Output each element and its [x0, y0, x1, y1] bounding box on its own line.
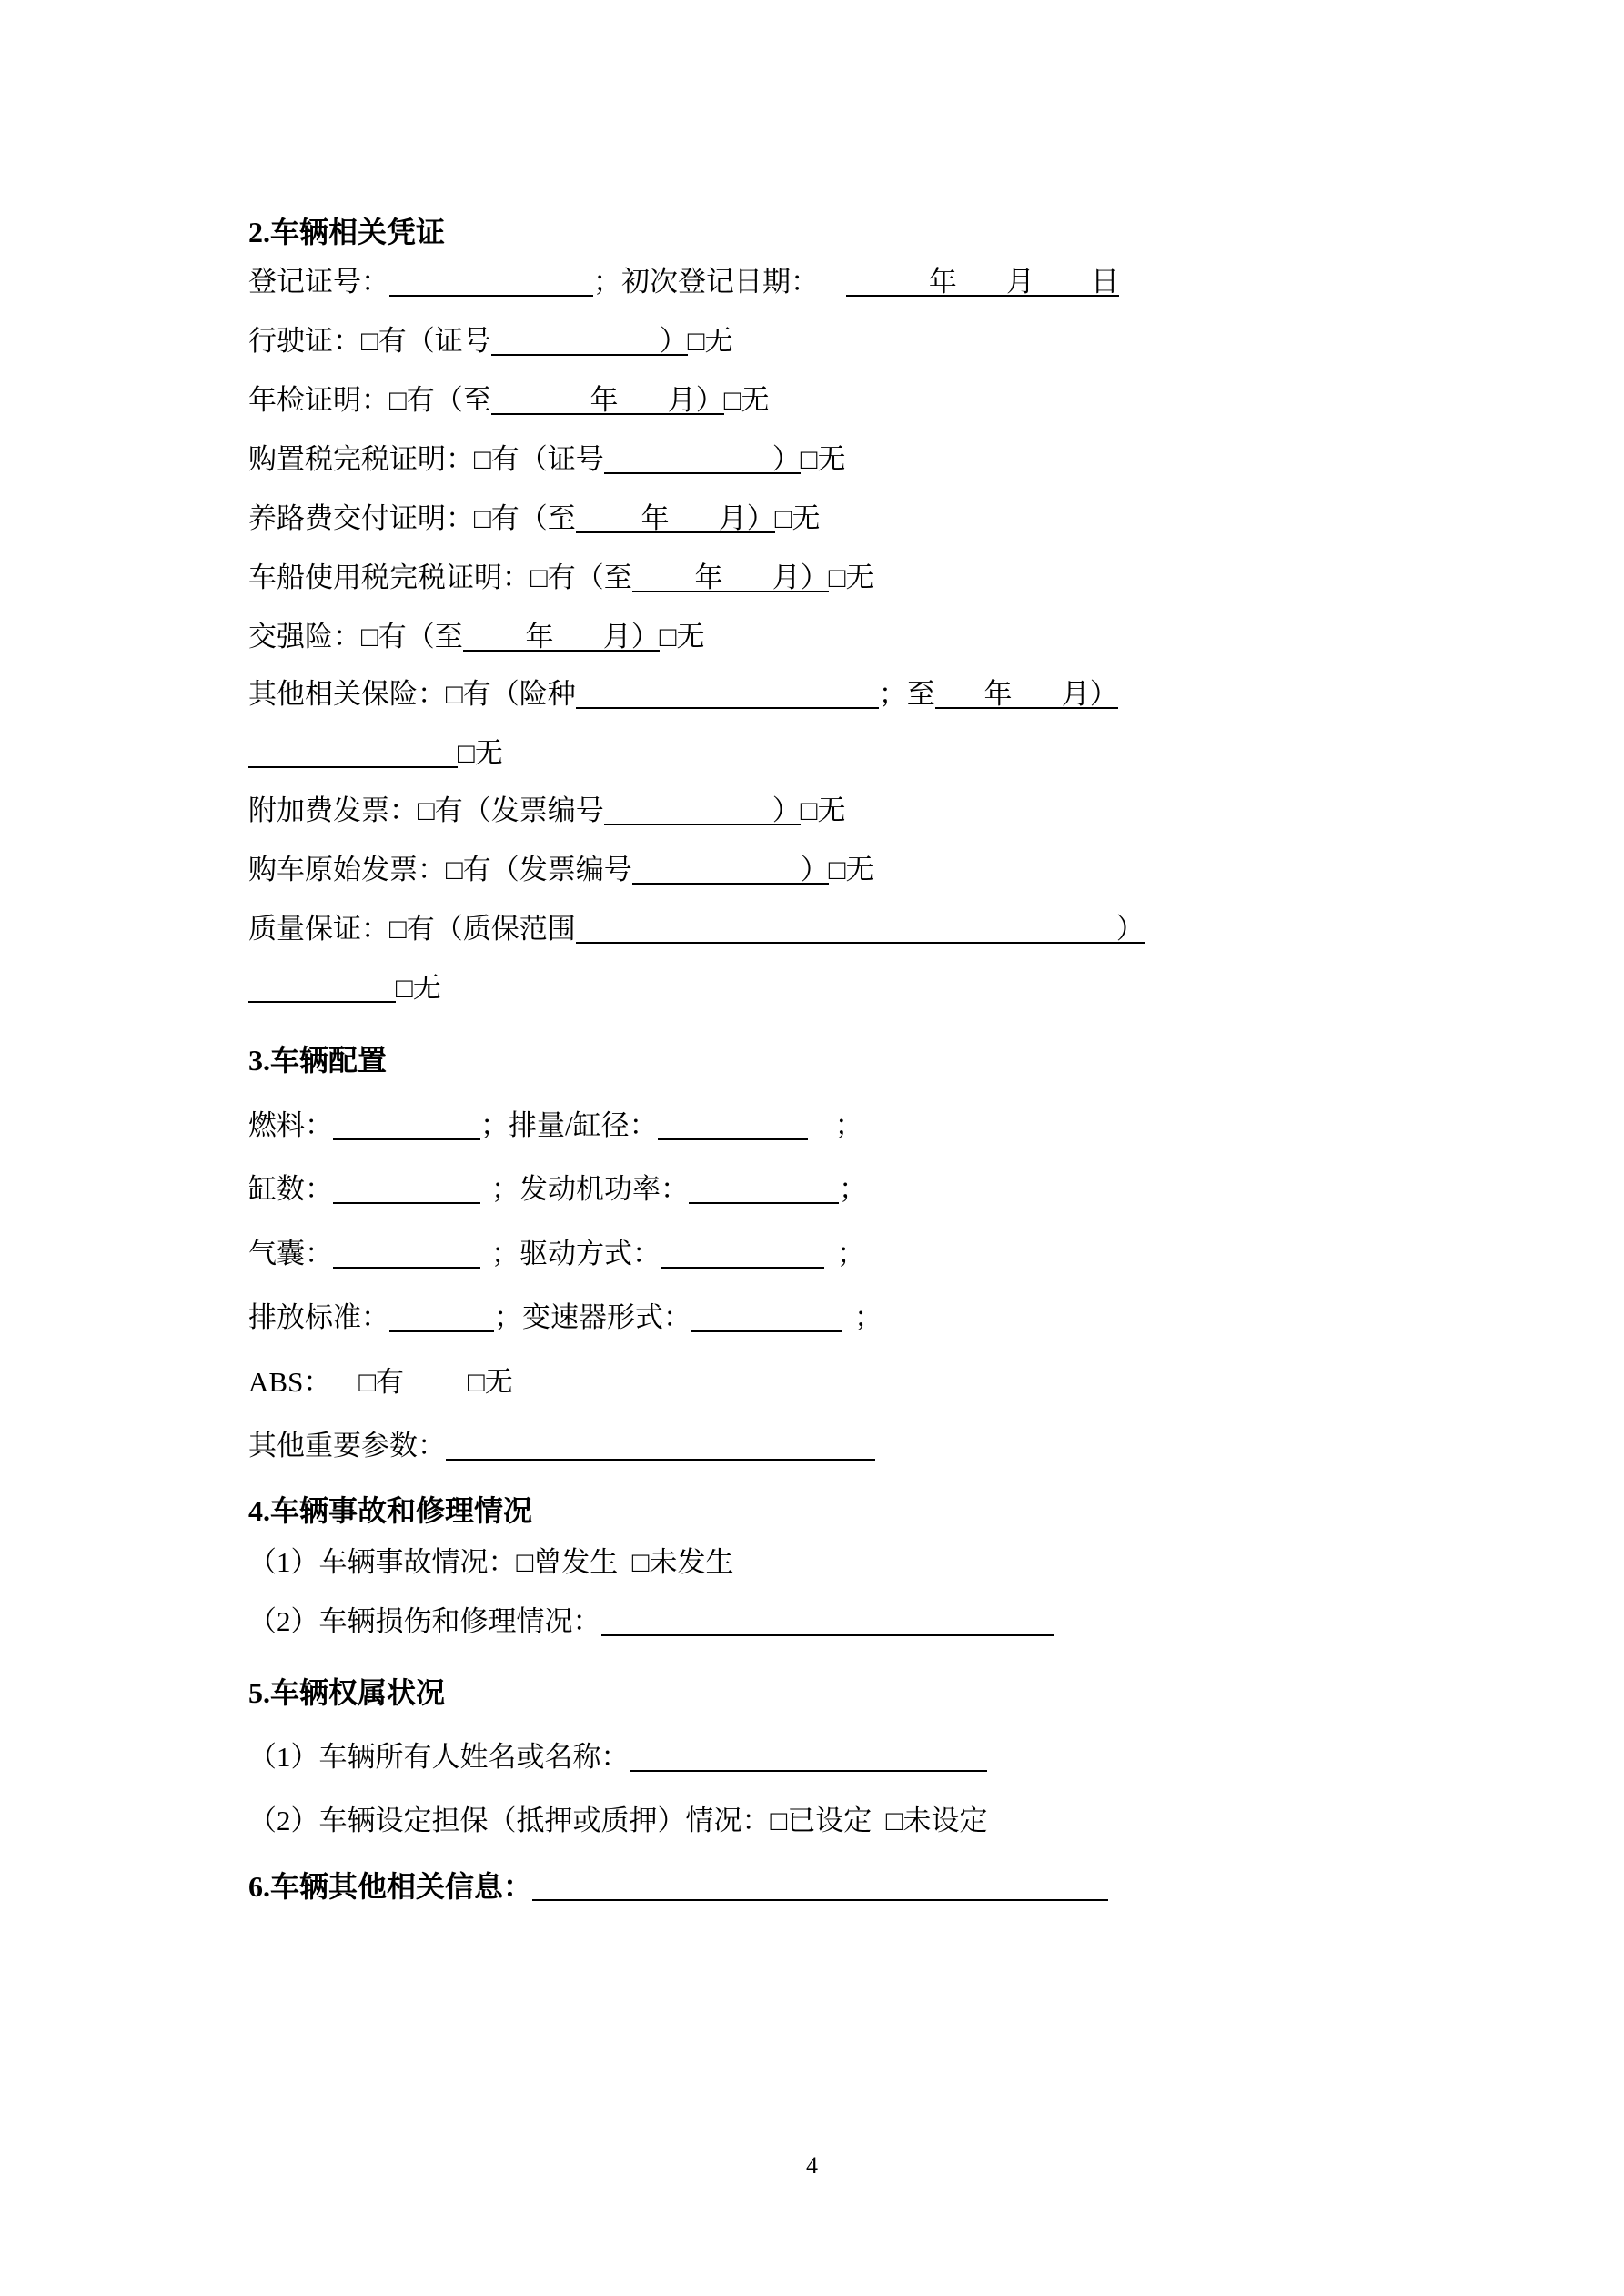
checkbox-none[interactable]: □无: [723, 384, 770, 416]
repair-line: [248, 1603, 1054, 1640]
label: 气囊：: [248, 1238, 333, 1269]
accident-line: （1）车辆事故情况：□曾发生 □未发生: [248, 1546, 734, 1578]
abs-yes-checkbox[interactable]: □有: [358, 1366, 405, 1398]
road-fee-date-blank[interactable]: 年 月）: [576, 501, 775, 533]
label: （1）车辆所有人姓名或名称：: [248, 1741, 630, 1773]
engine-power-blank[interactable]: [689, 1171, 839, 1204]
label: ；至: [878, 678, 935, 710]
label: 附加费发票：□有（发票编号: [248, 794, 604, 826]
label: 登记证号：: [248, 266, 389, 298]
first-registration-date-blank[interactable]: 年 月 日: [846, 264, 1119, 297]
checkbox-none[interactable]: □无: [396, 972, 441, 1004]
warranty-line: [248, 911, 1145, 947]
vessel-tax-line: [248, 560, 873, 596]
displacement-blank[interactable]: [658, 1108, 808, 1140]
cylinders-blank[interactable]: [333, 1171, 480, 1204]
original-invoice-number-blank[interactable]: ）: [632, 852, 829, 885]
cylinders-line: [248, 1171, 867, 1208]
other-info-line: [248, 1868, 1108, 1905]
checkbox-none[interactable]: □无: [687, 325, 733, 357]
registration-number-blank[interactable]: [389, 264, 593, 297]
page-number: 4: [806, 2152, 818, 2179]
road-fee-line: [248, 501, 820, 537]
gearbox-type-blank[interactable]: [691, 1300, 842, 1332]
other-insurance-line: [248, 676, 1118, 713]
registration-line: [248, 264, 1119, 300]
blank[interactable]: [248, 970, 396, 1003]
label: 排放标准：: [248, 1301, 389, 1333]
label: （2）车辆损伤和修理情况：: [248, 1605, 601, 1637]
checkbox-none[interactable]: □无: [800, 443, 846, 475]
other-info-blank[interactable]: [532, 1868, 1108, 1901]
label: 行驶证：□有（证号: [248, 325, 491, 357]
other-insurance-line-2: [248, 735, 503, 772]
label: 购置税完税证明：□有（证号: [248, 443, 604, 475]
label: 购车原始发票：□有（发票编号: [248, 854, 632, 885]
checkbox-none[interactable]: □无: [828, 854, 874, 885]
label: 养路费交付证明：□有（至: [248, 502, 576, 534]
label: ；初次登记日期：: [593, 266, 819, 298]
section-4-heading: 4.车辆事故和修理情况: [248, 1494, 533, 1527]
label: ；变速器形式：: [494, 1301, 691, 1333]
abs-no-checkbox[interactable]: □无: [468, 1366, 513, 1398]
label: ；驱动方式：: [491, 1238, 661, 1269]
insurance-date-blank[interactable]: 年 月）: [935, 676, 1118, 709]
label: 车船使用税完税证明：□有（至: [248, 561, 632, 593]
semicolon: ；: [837, 1238, 865, 1269]
section-2-heading: 2.车辆相关凭证: [248, 216, 446, 248]
other-params-blank[interactable]: [446, 1428, 875, 1461]
surcharge-invoice-number-blank[interactable]: ）: [604, 793, 801, 825]
emission-line: [248, 1300, 883, 1336]
fuel-blank[interactable]: [333, 1108, 480, 1140]
semicolon: ；: [839, 1173, 867, 1205]
checkbox-none[interactable]: □无: [800, 794, 846, 826]
compulsory-insurance-date-blank[interactable]: 年 月）: [463, 619, 660, 652]
vessel-tax-date-blank[interactable]: 年 月）: [632, 560, 829, 592]
surcharge-invoice-line: [248, 793, 845, 829]
inspection-date-blank[interactable]: 年 月）: [491, 382, 724, 415]
repair-blank[interactable]: [601, 1603, 1054, 1636]
checkbox-none[interactable]: □无: [659, 621, 705, 652]
label: 其他重要参数：: [248, 1430, 446, 1462]
warranty-scope-blank[interactable]: ）: [576, 911, 1145, 944]
section-6-heading: 6.车辆其他相关信息：: [248, 1870, 533, 1903]
checkbox-none[interactable]: □无: [774, 502, 821, 534]
fuel-line: [248, 1108, 863, 1144]
compulsory-insurance-line: [248, 619, 704, 655]
airbag-blank[interactable]: [333, 1236, 480, 1269]
checkbox-none[interactable]: □无: [828, 561, 874, 593]
label: 年检证明：□有（至: [248, 384, 491, 416]
label: ABS：: [248, 1366, 332, 1398]
section-5-heading: 5.车辆权属状况: [248, 1676, 446, 1709]
label: 交强险：□有（至: [248, 621, 463, 652]
drive-type-blank[interactable]: [661, 1236, 824, 1269]
owner-line: [248, 1739, 987, 1775]
semicolon: ；: [854, 1301, 883, 1333]
insurance-type-blank[interactable]: [576, 676, 879, 709]
mortgage-line: （2）车辆设定担保（抵押或质押）情况：□已设定 □未设定: [248, 1805, 988, 1836]
inspection-line: [248, 382, 769, 419]
purchase-tax-number-blank[interactable]: ）: [604, 441, 801, 474]
label: 缸数：: [248, 1173, 333, 1205]
license-number-blank[interactable]: ）: [491, 323, 688, 356]
owner-name-blank[interactable]: [630, 1739, 987, 1772]
semicolon: ；: [834, 1109, 863, 1141]
blank[interactable]: [248, 735, 458, 768]
purchase-tax-line: [248, 441, 845, 478]
section-3-heading: 3.车辆配置: [248, 1044, 388, 1077]
original-invoice-line: [248, 852, 873, 888]
warranty-line-2: [248, 970, 441, 1006]
airbag-line: [248, 1236, 865, 1272]
label: 质量保证：□有（质保范围: [248, 913, 576, 945]
label: ；排量/缸径：: [480, 1109, 658, 1141]
other-params-line: [248, 1428, 875, 1464]
driving-license-line: [248, 323, 732, 359]
label: 其他相关保险：□有（险种: [248, 678, 576, 710]
abs-line: [248, 1364, 513, 1401]
emission-standard-blank[interactable]: [389, 1300, 494, 1332]
label: 燃料：: [248, 1109, 333, 1141]
label: ；发动机功率：: [491, 1173, 689, 1205]
checkbox-none[interactable]: □无: [458, 737, 503, 769]
